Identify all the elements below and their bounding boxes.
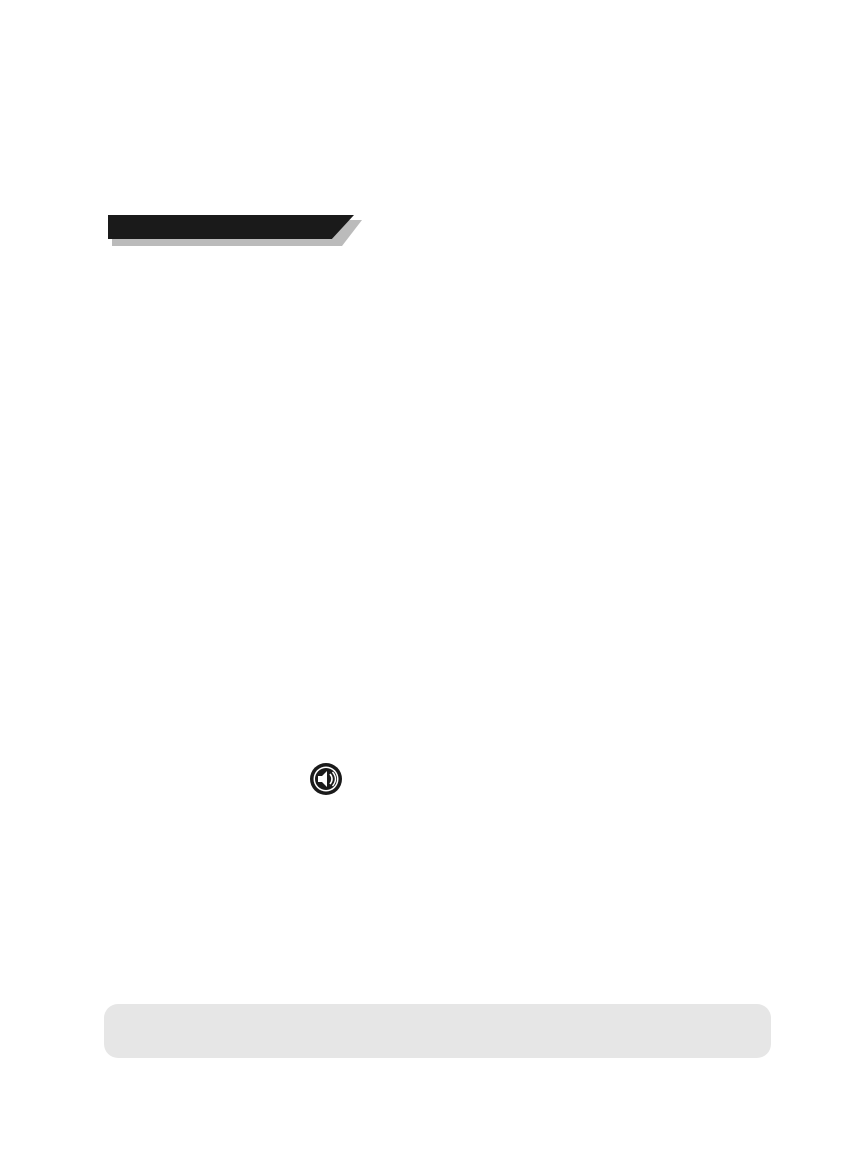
helpful-hint-box [104, 1004, 771, 1058]
exercise-score [70, 815, 800, 980]
audio-track[interactable] [301, 762, 351, 802]
speaker-icon[interactable] [309, 762, 343, 796]
section-banner-label [108, 215, 354, 239]
